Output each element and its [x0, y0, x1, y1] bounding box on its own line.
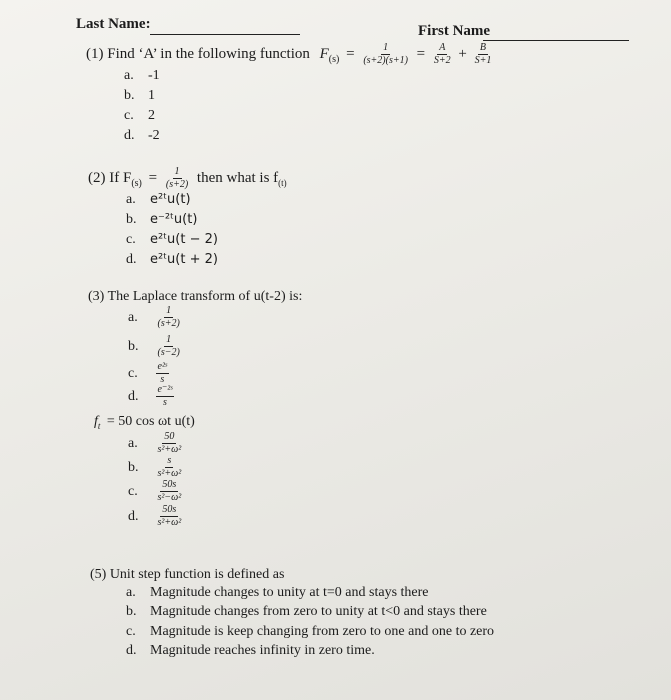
q1-eq2: = — [416, 45, 426, 62]
q5-option-c: c. Magnitude is keep changing from zero to one and one to zero — [126, 624, 495, 639]
q3-c-num: e²ˢ — [157, 361, 168, 372]
q4-func-sub: t — [97, 420, 101, 431]
q2-suffix-sub: (t) — [278, 177, 287, 188]
q2-den: (s+2) — [165, 179, 189, 190]
q1-option-c: c. 2 — [124, 108, 155, 123]
q1-main-den: (s+2)(s+1) — [363, 55, 408, 66]
q1-func: F — [319, 45, 329, 62]
last-name-label: Last Name: — [76, 16, 151, 32]
q5-option-d: d. Magnitude reaches infinity in zero time. — [126, 643, 375, 658]
q3-option-d: d. $\frac{\text{e⁻²ˢ}}{s}$ — [128, 384, 173, 408]
q2-option-d: d. e²ᵗu(t + 2) — [126, 252, 218, 267]
q2-option-b: b. e⁻²ᵗu(t) — [126, 212, 198, 227]
q3-d-den: s — [162, 397, 167, 408]
first-name-blank — [483, 40, 629, 41]
q4-option-c: c. $\frac{50s}{\text{s²−ω²}}$ — [128, 479, 182, 503]
q4-option-d: d. $\frac{50s}{\text{s²+ω²}}$ — [128, 504, 182, 528]
q2-fraction — [164, 167, 190, 190]
q1-main-num: 1 — [383, 42, 389, 53]
q1-option-a: a. -1 — [124, 68, 160, 83]
q3-d-num: e⁻²ˢ — [157, 384, 173, 395]
q4-d-num: 50s — [162, 504, 177, 515]
q3-a-num: 1 — [166, 305, 172, 316]
q2-prefix: (2) If F — [88, 169, 132, 186]
q3-question: (3) The Laplace transform of u(t-2) is: — [88, 289, 303, 304]
q1-a-num: A — [439, 42, 446, 53]
q4-d-den: s²+ω² — [157, 517, 182, 528]
q4-func: f — [94, 414, 98, 429]
q1-func-sub: (s) — [328, 53, 340, 65]
q2-eq: = — [148, 169, 158, 186]
q4-b-num: s — [167, 455, 172, 466]
q4-a-num: 50 — [164, 431, 175, 442]
q1-option-b: b. 1 — [124, 88, 155, 103]
q1-b-fraction — [473, 43, 494, 66]
q2-option-a: a. e²ᵗu(t) — [126, 192, 191, 207]
q1-b-den: S+1 — [474, 55, 492, 66]
q1-main-fraction — [361, 43, 410, 66]
q5-option-b: b. Magnitude changes from zero to unity at t<0 and stays there — [126, 604, 487, 619]
q5-option-a: a. Magnitude changes to unity at t=0 and stays there — [126, 585, 429, 600]
q3-option-a: a. $\frac{1}{(s+2)}$ — [128, 305, 180, 329]
q3-a-den: (s+2) — [157, 318, 180, 329]
q3-b-num: 1 — [166, 334, 172, 345]
q3-c-den: s — [160, 374, 165, 385]
q1-prefix: (1) Find ‘A’ in the following function — [86, 45, 310, 62]
q4-expr: = 50 cos ωt u(t) — [106, 414, 195, 429]
q1-plus: + — [458, 45, 467, 62]
q4-option-b: b. $\frac{s}{\text{s²+ω²}}$ — [128, 455, 182, 479]
q3-option-b: b. $\frac{1}{(s-2)}$ — [128, 334, 180, 358]
q1-question — [86, 43, 493, 66]
q4-c-num: 50s — [162, 479, 177, 490]
q4-option-a: a. $\frac{50}{\text{s²+ω²}}$ — [128, 431, 182, 455]
q3-option-c: c. $\frac{\text{e²ˢ}}{s}$ — [128, 361, 168, 385]
q1-option-d: d. -2 — [124, 128, 160, 143]
q4-a-den: s²+ω² — [157, 444, 182, 455]
first-name-label: First Name — [418, 23, 491, 39]
q1-eq1: = — [346, 45, 355, 62]
q5-question: (5) Unit step function is defined as — [90, 567, 285, 582]
q1-a-den: S+2 — [433, 55, 451, 66]
q1-b-num: B — [479, 42, 487, 53]
q1-a-fraction — [432, 43, 453, 66]
q4-question — [90, 414, 195, 431]
q2-num: 1 — [174, 166, 180, 177]
q3-b-den: (s−2) — [157, 347, 180, 358]
q2-option-c: c. e²ᵗu(t − 2) — [126, 232, 218, 247]
q2-suffix: then what is f — [196, 169, 279, 186]
q2-question — [88, 167, 287, 190]
q4-c-den: s²−ω² — [157, 492, 182, 503]
q2-func-sub: (s) — [131, 177, 142, 189]
q4-b-den: s²+ω² — [157, 468, 182, 479]
last-name-blank — [150, 34, 300, 35]
